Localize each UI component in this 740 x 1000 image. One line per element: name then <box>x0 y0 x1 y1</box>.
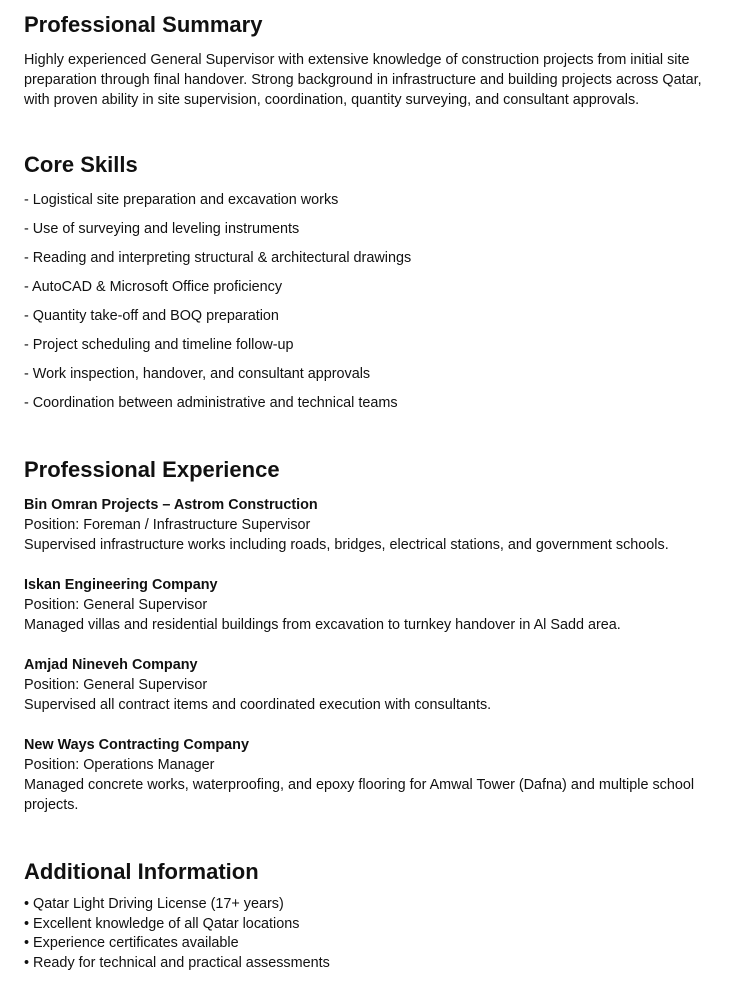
additional-item: • Ready for technical and practical assessments <box>24 954 330 971</box>
skill-item: - Reading and interpreting structural & architectural drawings <box>24 250 412 266</box>
skill-item: - Logistical site preparation and excavation works <box>24 192 339 208</box>
job-position: Position: General Supervisor <box>24 597 208 613</box>
section-core-skills <box>24 148 724 413</box>
section-heading-experience: Professional Experience <box>24 457 280 482</box>
job-company: Iskan Engineering Company <box>24 577 218 593</box>
job-company: Bin Omran Projects – Astrom Construction <box>24 497 318 513</box>
job-position: Position: General Supervisor <box>24 677 208 693</box>
skill-item: - Use of surveying and leveling instruments <box>24 221 300 237</box>
summary-text: Highly experienced General Supervisor with extensive knowledge of construction projects from initial site preparation through final handover. Strong background in infrastructure and building projects across Qatar, with proven ability in site supervision, coordination, quantity surveying, and consultant approvals. <box>24 52 702 108</box>
job-description: Managed villas and residential buildings from excavation to turnkey handover in Al Sadd area. <box>24 617 621 633</box>
skill-item: - Quantity take-off and BOQ preparation <box>24 308 279 324</box>
job-description: Supervised infrastructure works including roads, bridges, electrical stations, and government schools. <box>24 537 669 553</box>
section-professional-summary <box>24 8 724 110</box>
additional-list <box>24 895 724 973</box>
job-position: Position: Foreman / Infrastructure Supervisor <box>24 517 311 533</box>
section-heading-summary: Professional Summary <box>24 12 263 37</box>
job-entry <box>24 655 724 715</box>
additional-item: • Qatar Light Driving License (17+ years) <box>24 896 284 912</box>
skills-list <box>24 190 724 413</box>
section-additional-information <box>24 855 724 973</box>
job-company: New Ways Contracting Company <box>24 737 249 753</box>
section-heading-additional: Additional Information <box>24 859 259 884</box>
skill-item: - Project scheduling and timeline follow-up <box>24 337 294 353</box>
skill-item: - AutoCAD & Microsoft Office proficiency <box>24 279 283 295</box>
skill-item: - Coordination between administrative and technical teams <box>24 395 398 411</box>
job-description: Supervised all contract items and coordinated execution with consultants. <box>24 697 492 713</box>
additional-item: • Excellent knowledge of all Qatar locations <box>24 915 300 932</box>
skill-item: - Work inspection, handover, and consultant approvals <box>24 366 371 382</box>
job-description: Managed concrete works, waterproofing, and epoxy flooring for Amwal Tower (Dafna) and multiple school projects. <box>24 777 695 813</box>
additional-item: • Experience certificates available <box>24 935 239 951</box>
job-entry <box>24 735 724 815</box>
resume-page <box>24 8 724 973</box>
experience-list <box>24 495 724 815</box>
job-company: Amjad Nineveh Company <box>24 657 198 673</box>
job-position: Position: Operations Manager <box>24 757 215 773</box>
job-entry <box>24 575 724 635</box>
job-entry <box>24 495 724 555</box>
section-heading-skills: Core Skills <box>24 152 138 177</box>
section-professional-experience <box>24 453 724 815</box>
